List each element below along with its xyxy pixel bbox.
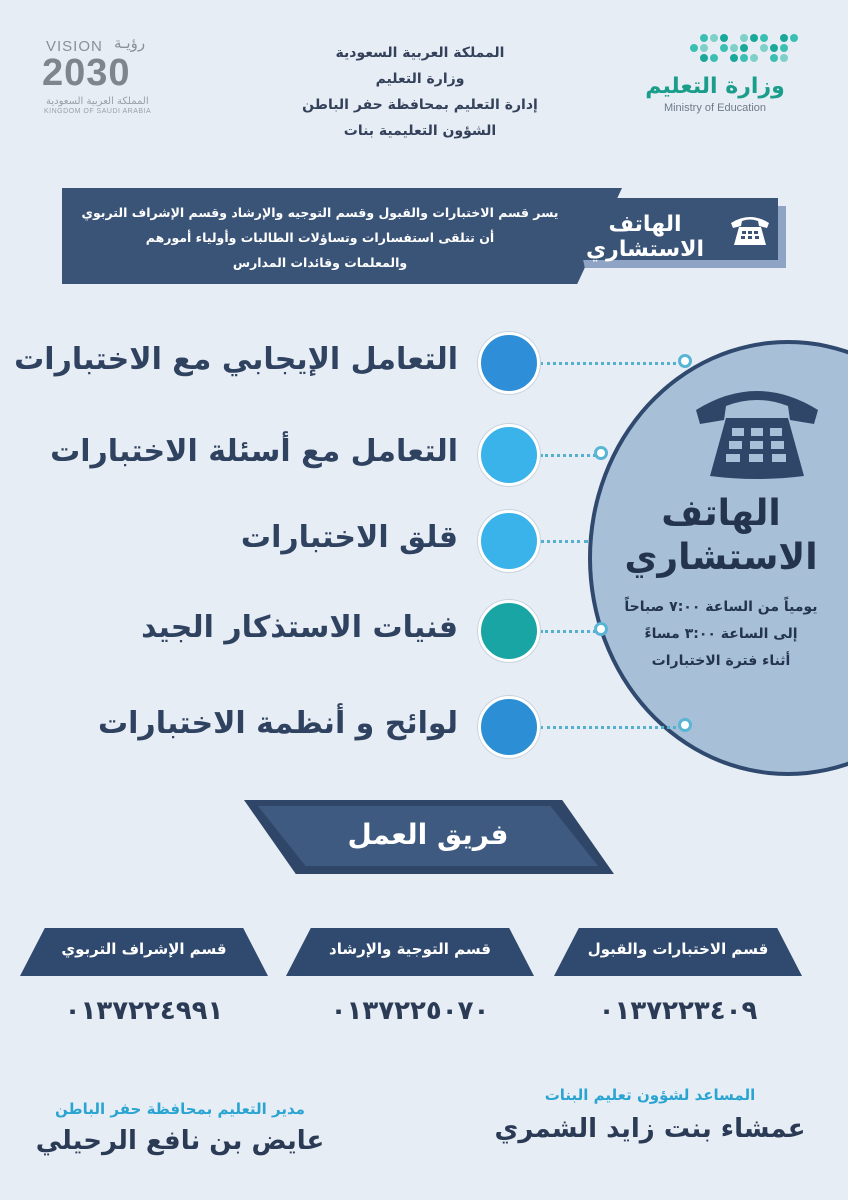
topic-connector: [540, 362, 688, 365]
ministry-logo-dot: [750, 54, 758, 62]
signature-assistant: [490, 1086, 810, 1144]
topic-exam-questions: التعامل مع أسئلة الاختبارات: [50, 434, 458, 469]
vision-logo-english-sub: KINGDOM OF SAUDI ARABIA: [44, 108, 152, 115]
vision-2030-logo: [32, 34, 172, 118]
ministry-logo-english: Ministry of Education: [663, 102, 767, 114]
ministry-logo-dot: [780, 54, 788, 62]
intro-text: [70, 200, 570, 275]
ministry-logo-dot: [720, 44, 728, 52]
department-exams-name: قسم الاختبارات والقبول: [587, 940, 769, 958]
department-guidance-name: قسم التوجية والإرشاد: [329, 940, 491, 958]
topic-node: [594, 622, 608, 636]
ministry-logo-dot: [730, 44, 738, 52]
ministry-logo-dot: [770, 54, 778, 62]
topic-positive-dealing: التعامل الإيجابي مع الاختبارات: [14, 342, 458, 377]
hotline-hours-line-3: أثناء فترة الاختبارات: [651, 653, 791, 669]
topic-connector: [540, 630, 602, 633]
hotline-title-line-1: الهاتف: [661, 493, 781, 534]
topic-node: [594, 446, 608, 460]
ministry-logo-dot: [710, 54, 718, 62]
ministry-logo-dot: [700, 54, 708, 62]
topic-bullet: [478, 424, 540, 486]
telephone-icon: [728, 214, 772, 248]
ministry-logo-dot: [730, 54, 738, 62]
signature-director: [20, 1100, 340, 1156]
topic-node: [678, 354, 692, 368]
signature-assistant-role: المساعد لشؤون تعليم البنات: [544, 1086, 756, 1104]
department-supervision-phone: ٠١٣٧٢٢٤٩٩١: [64, 996, 224, 1026]
topic-bullet: [478, 600, 540, 662]
header-line-ministry: وزارة التعليم: [375, 71, 465, 87]
department-supervision-name: قسم الإشراف التربوي: [61, 940, 227, 958]
topic-study-techniques: فنيات الاستذكار الجيد: [141, 610, 458, 645]
telephone-icon: [692, 382, 822, 482]
hotline-hours-line-1: يومياً من الساعة ٧:٠٠ صباحاً: [624, 599, 818, 615]
signature-director-role: مدير التعليم بمحافظة حفر الباطن: [55, 1100, 305, 1118]
vision-logo-arabic: رؤيـة: [114, 34, 146, 52]
topic-bullet: [478, 332, 540, 394]
ministry-logo-dot: [690, 44, 698, 52]
ministry-logo-dot: [740, 54, 748, 62]
ministry-logo-dot: [720, 34, 728, 42]
header-line-country: المملكة العربية السعودية: [335, 45, 505, 61]
topic-exam-anxiety: قلق الاختبارات: [240, 520, 458, 555]
intro-line-3: والمعلمات وقائدات المدارس: [232, 255, 408, 270]
ministry-logo-dots: [690, 34, 800, 64]
topic-connector: [540, 726, 688, 729]
hotline-hours: [610, 594, 832, 675]
signature-assistant-name: عمشاء بنت زايد الشمري: [494, 1114, 806, 1144]
hotline-title-line-2: الاستشاري: [624, 537, 818, 578]
hotline-hours-line-2: إلى الساعة ٣:٠٠ مساءً: [644, 626, 798, 642]
department-exams-phone: ٠١٣٧٢٢٣٤٠٩: [598, 996, 758, 1026]
hotline-title: [610, 492, 832, 580]
ministry-logo: [620, 28, 810, 118]
topic-connector: [540, 540, 588, 543]
ministry-logo-dot: [780, 34, 788, 42]
ministry-logo-dot: [790, 34, 798, 42]
department-guidance-phone: ٠١٣٧٢٢٥٠٧٠: [330, 996, 490, 1026]
ministry-logo-dot: [710, 34, 718, 42]
ministry-logo-dot: [750, 34, 758, 42]
ministry-logo-arabic: وزارة التعليم: [645, 74, 785, 99]
ministry-logo-dot: [760, 44, 768, 52]
team-title: فريق العمل: [347, 818, 509, 851]
header-line-directorate: إدارة التعليم بمحافظة حفر الباطن: [302, 97, 538, 113]
intro-line-2: أن تتلقى استفسارات وتساؤلات الطالبات وأولياء أمورهم: [145, 230, 495, 245]
header-line-department: الشؤون التعليمية بنات: [343, 123, 497, 139]
vision-logo-top: VISION: [46, 38, 103, 55]
topic-bullet: [478, 510, 540, 572]
intro-tag-label: الهاتف الاستشاري: [585, 212, 704, 262]
header-title-block: [270, 40, 570, 144]
topic-bullet: [478, 696, 540, 758]
vision-logo-number: 2030: [42, 52, 131, 94]
topic-connector: [540, 454, 602, 457]
ministry-logo-dot: [700, 44, 708, 52]
ministry-logo-dot: [700, 34, 708, 42]
intro-line-1: يسر قسم الاختبارات والقبول وقسم التوجيه والإرشاد وقسم الإشراف التربوي: [81, 205, 559, 220]
ministry-logo-dot: [780, 44, 788, 52]
ministry-logo-dot: [740, 44, 748, 52]
signature-director-name: عايض بن نافع الرحيلي: [35, 1126, 325, 1156]
vision-logo-arabic-sub: المملكة العربية السعودية: [46, 96, 149, 107]
ministry-logo-dot: [740, 34, 748, 42]
topic-node: [678, 718, 692, 732]
topic-exam-regulations: لوائح و أنظمة الاختبارات: [98, 706, 458, 741]
ministry-logo-dot: [760, 34, 768, 42]
ministry-logo-dot: [770, 44, 778, 52]
